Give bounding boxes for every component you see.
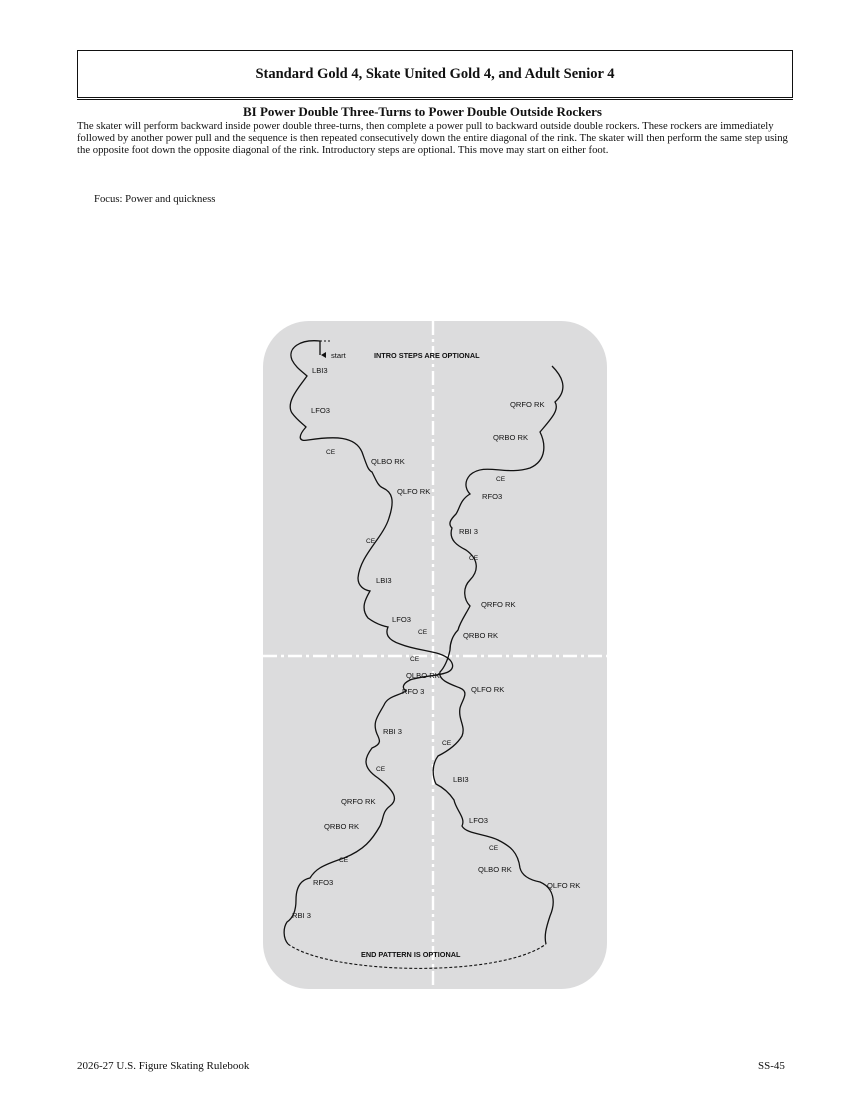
page-title: Standard Gold 4, Skate United Gold 4, and Adult Senior 4 (255, 65, 615, 82)
label-qrbo-rk: QRBO RK (493, 433, 529, 442)
label-qrfo-rk: QRFO RK (510, 400, 545, 409)
section-heading: BI Power Double Three-Turns to Power Double Outside Rockers (243, 104, 602, 119)
label-rfo3: RFO3 (482, 492, 503, 501)
label-qrbo-rk: QRBO RK (463, 631, 499, 640)
label-ce: CE (418, 629, 428, 636)
label-ce: CE (469, 555, 479, 562)
label-qrfo-rk: QRFO RK (341, 797, 376, 806)
label-lfo3: LFO3 (392, 615, 411, 624)
start-label: start (331, 351, 346, 360)
label-qlbo-rk: QLBO RK (406, 671, 440, 680)
label-qlfo-rk: QLFO RK (547, 881, 581, 890)
label-qlfo-rk: QLFO RK (397, 487, 431, 496)
label-ce: CE (489, 845, 499, 852)
label-qlbo-rk: QLBO RK (478, 865, 512, 874)
label-rbi-3: RBI 3 (383, 727, 402, 736)
label-ce: CE (496, 476, 506, 483)
section-description: The skater will perform backward inside power double three-turns, then complete a power pull to backward outside double rockers. These rockers are immediately followed by another power pull and the sequence is then repeated consecutively down the entire diagonal of the rink. The skater will then perform the same step using the opposite foot down the opposite diagonal of the rink. Introductory steps are optional. This move may start on either foot. (77, 120, 788, 157)
label-qlfo-rk: QLFO RK (471, 685, 505, 694)
label-lfo3: LFO3 (469, 816, 488, 825)
label-lbi3: LBI3 (376, 576, 392, 585)
footer-page-number: SS-45 (758, 1060, 785, 1072)
footer-book-title: 2026-27 U.S. Figure Skating Rulebook (77, 1060, 250, 1072)
label-ce: CE (376, 766, 386, 773)
label-rfo3: RFO3 (313, 878, 334, 887)
label-rfo-3: RFO 3 (402, 687, 425, 696)
label-lfo3: LFO3 (311, 406, 330, 415)
focus-line: Focus: Power and quickness (94, 193, 216, 205)
label-ce: CE (339, 857, 349, 864)
label-ce: CE (410, 656, 420, 663)
end-note: END PATTERN IS OPTIONAL (361, 950, 461, 959)
label-qlbo-rk: QLBO RK (371, 457, 405, 466)
label-ce: CE (442, 740, 452, 747)
label-qrfo-rk: QRFO RK (481, 600, 516, 609)
label-ce: CE (366, 538, 376, 545)
label-lbi3: LBI3 (453, 775, 469, 784)
label-qrbo-rk: QRBO RK (324, 822, 360, 831)
label-lbi3: LBI3 (312, 366, 328, 375)
label-ce: CE (326, 449, 336, 456)
label-rbi-3: RBI 3 (292, 911, 311, 920)
label-rbi-3: RBI 3 (459, 527, 478, 536)
intro-note: INTRO STEPS ARE OPTIONAL (374, 351, 480, 360)
